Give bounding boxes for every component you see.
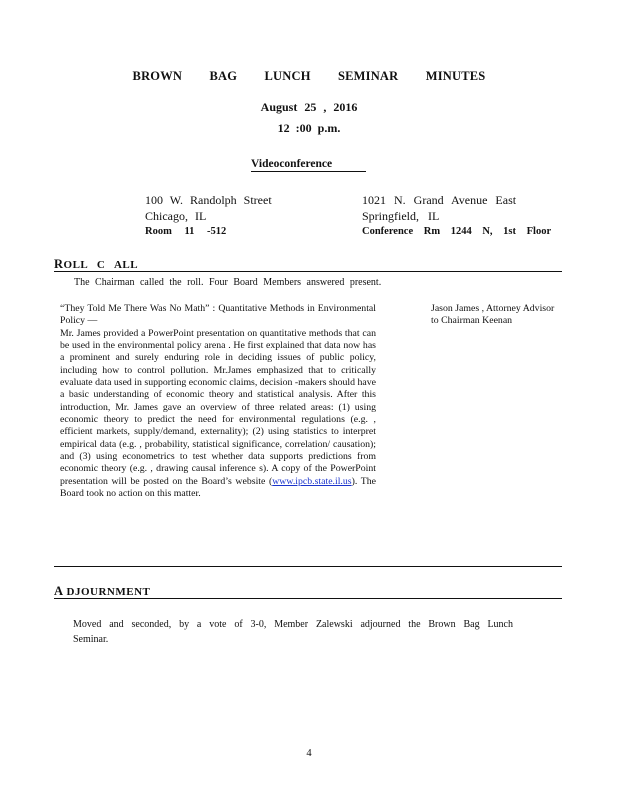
location-chicago-city: Chicago, IL bbox=[145, 209, 207, 223]
adjournment-heading-rest: DJOURNMENT bbox=[66, 586, 151, 598]
presentation-closing: ). The Board took no action on this matter. bbox=[60, 475, 376, 500]
presentation-body: Mr. James provided a PowerPoint presentation on quantitative methods that can be used in the environmental policy arena . He first explained that data now has a prominent and surely enduring role in deciding issues of public policy, including how to control pollution. Mr.James emphasized that to critically evaluate data used in supporting economic claims, decision -makers should have a basic understanding of economic theory and statistical analysis. After this introduction, Mr. James gave an overview of three related areas: (1) using economic theory to predict the need for environmental regulations (e.g. , efficient markets, supply/demand, externality); (2) using statistics to interpret empirical data (e.g. , probability, statistical significance, correlation/ causation); and (3) using econometrics to test whether data supports predictions from economic theory (e.g. , drawing causal inference s). A copy of the PowerPoint presentation will be posted on the Board’s website ( bbox=[60, 327, 376, 487]
location-springfield bbox=[362, 192, 572, 240]
meeting-date: August 25 , 2016 bbox=[260, 100, 358, 114]
presenter-note: Jason James , Attorney Advisor to Chairman Keenan bbox=[431, 303, 555, 327]
roll-call-heading-rest: OLL C ALL bbox=[63, 259, 139, 271]
location-springfield-city: Springfield, IL bbox=[362, 209, 440, 223]
page-title: BROWN BAG LUNCH SEMINAR MINUTES bbox=[132, 69, 486, 83]
roll-call-heading-initial: R bbox=[54, 257, 64, 271]
location-springfield-room: Conference Rm 1244 N, 1st Floor bbox=[362, 226, 552, 237]
section-divider bbox=[54, 271, 562, 272]
section-divider bbox=[54, 598, 562, 599]
location-chicago-room: Room 11 -512 bbox=[145, 226, 227, 237]
board-website-link[interactable]: www.ipcb.state.il.us bbox=[272, 475, 352, 487]
location-heading: Videoconference bbox=[251, 158, 366, 172]
location-chicago-street: 100 W. Randolph Street bbox=[145, 193, 272, 207]
location-springfield-street: 1021 N. Grand Avenue East bbox=[362, 193, 517, 207]
adjournment-heading bbox=[54, 584, 150, 599]
presentation-minutes bbox=[60, 303, 376, 501]
meeting-time: 12 :00 p.m. bbox=[277, 121, 341, 135]
page-number: 4 bbox=[306, 748, 312, 759]
roll-call-text: The Chairman called the roll. Four Board Members answered present. bbox=[74, 277, 382, 288]
presentation-title: “They Told Me There Was No Math” : Quantitative Methods in Environmental Policy — bbox=[60, 303, 376, 327]
location-chicago bbox=[145, 192, 345, 240]
adjournment-heading-initial: A bbox=[54, 584, 64, 598]
roll-call-heading bbox=[54, 257, 138, 272]
section-divider bbox=[54, 566, 562, 567]
adjournment-text: Moved and seconded, by a vote of 3-0, Member Zalewski adjourned the Brown Bag Lunch Seminar. bbox=[73, 619, 513, 645]
